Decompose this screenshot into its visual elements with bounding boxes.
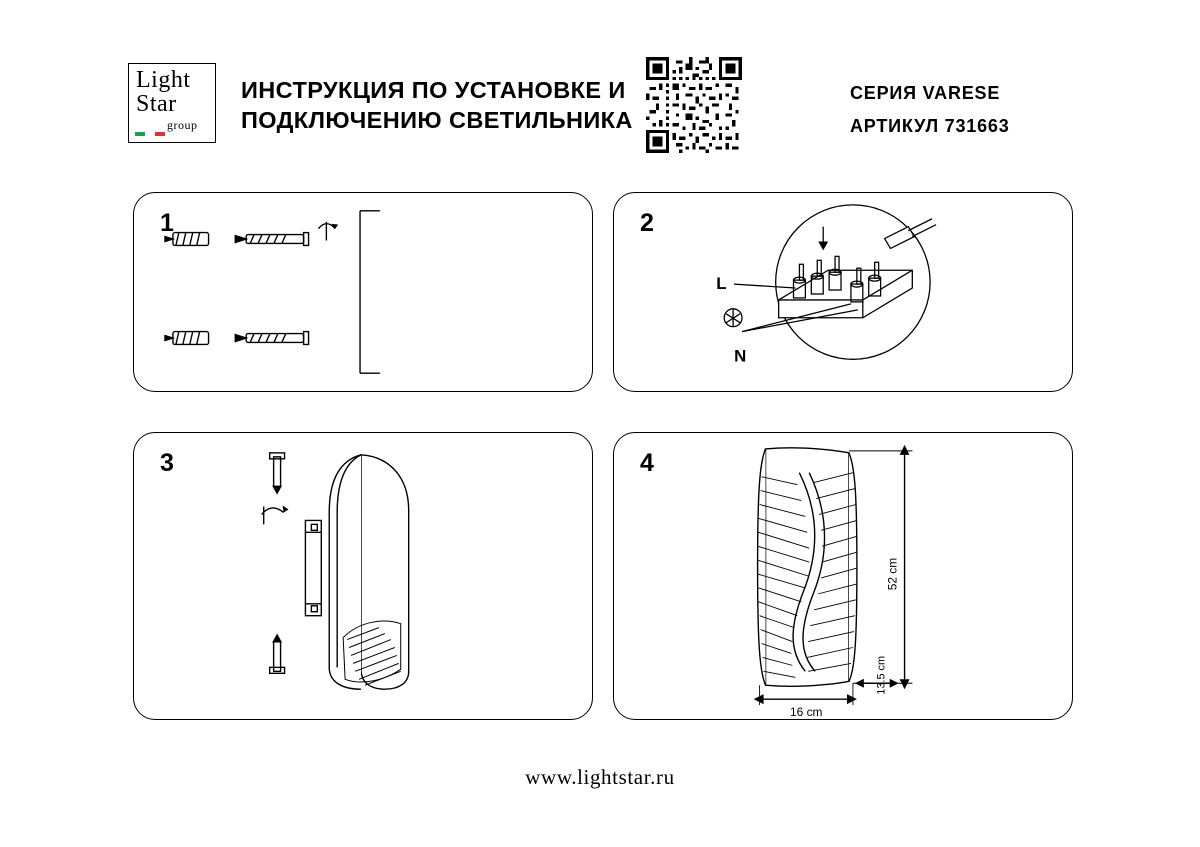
step-number-4: 4 <box>640 449 654 477</box>
step-1-illustration <box>134 193 592 391</box>
brand-logo <box>128 63 216 143</box>
logo-text-light: Light <box>136 67 191 93</box>
step-panel-2 <box>613 192 1073 392</box>
page-title-line-2: ПОДКЛЮЧЕНИЮ СВЕТИЛЬНИКА <box>241 107 633 133</box>
page-title-line-1: ИНСТРУКЦИЯ ПО УСТАНОВКЕ И <box>241 77 626 103</box>
step-number-2: 2 <box>640 209 654 237</box>
step-2-illustration <box>614 193 1072 391</box>
logo-text-star: Star <box>136 91 177 117</box>
dimension-width: 16 cm <box>790 705 823 719</box>
logo-color-bar <box>135 132 165 136</box>
step-panel-1 <box>133 192 593 392</box>
footer <box>0 765 1200 790</box>
step-number-1: 1 <box>160 209 174 237</box>
step-number-3: 3 <box>160 449 174 477</box>
product-article: АРТИКУЛ 731663 <box>850 116 1010 136</box>
document-header <box>128 55 1078 155</box>
dimension-depth: 13.5 cm <box>875 655 888 695</box>
step-panel-4 <box>613 432 1073 720</box>
product-series: СЕРИЯ VARESE <box>850 83 1001 103</box>
step-panel-3 <box>133 432 593 720</box>
step-3-illustration <box>134 433 592 719</box>
logo-text-group: group <box>167 118 198 132</box>
product-info <box>850 77 1090 143</box>
website-link[interactable]: www.lightstar.ru <box>525 765 675 789</box>
dimension-height: 52 cm <box>885 557 900 591</box>
step-4-illustration <box>614 433 1072 719</box>
wire-label-neutral: N <box>734 346 747 366</box>
page-title <box>241 75 641 135</box>
qr-code-icon <box>646 57 742 153</box>
wire-label-live: L <box>716 274 727 294</box>
